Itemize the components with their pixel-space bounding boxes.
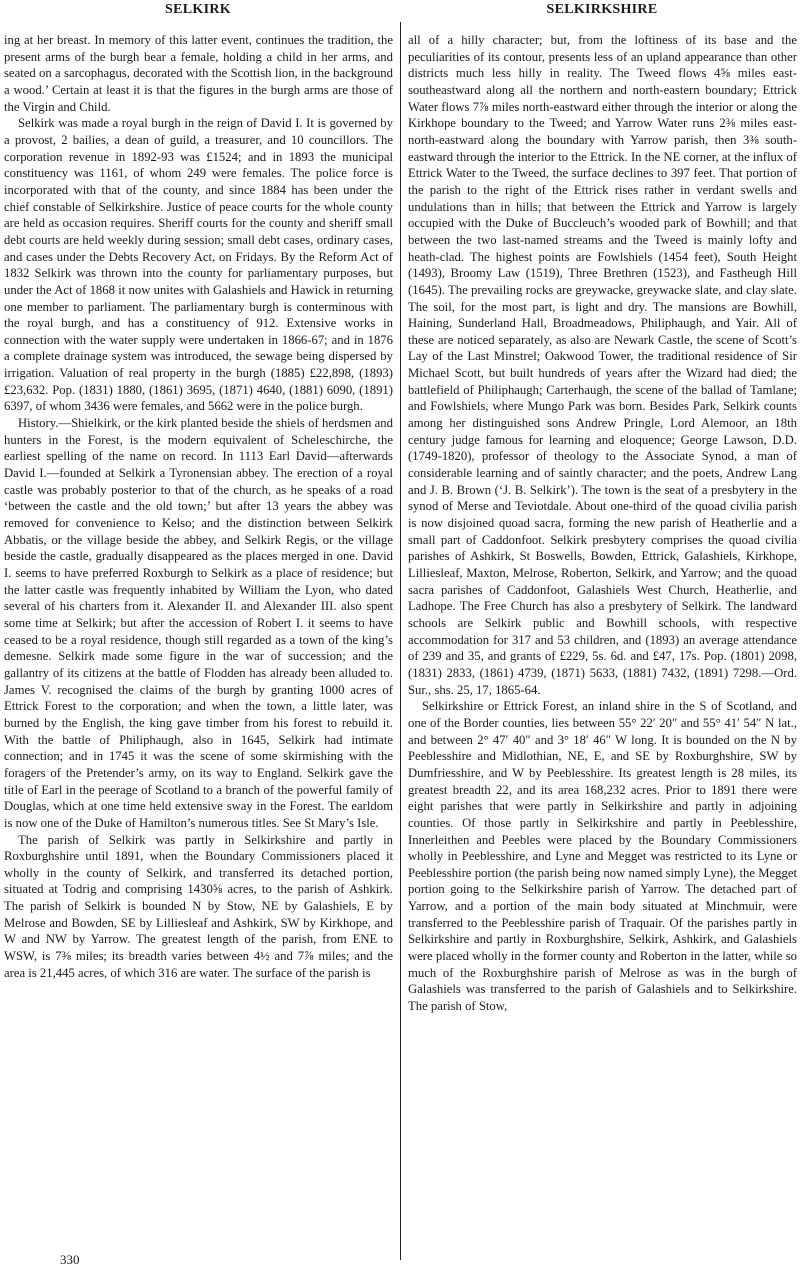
paragraph-parish-surface: all of a hilly character; but, from the loftiness of its base and the peculiarities of its contour, presents less of an upland appearance than other districts much less hilly in reality. The Tweed flows 4⅝ miles east-southeastward along all the northern and north-eastern boundary; Ettrick Water flows 7⅞ miles north-eastward either through the interior or along the Kirkhope boundary to the Tweed; and Yarrow Water runs 2⅜ miles east-north-eastward along the boundary with Yarrow parish, then 3⅜ south-eastward through the interior to the Ettrick. In the NE corner, at the influx of Ettrick Water to the Tweed, the surface declines to 397 feet. That portion of the parish to the right of the Ettrick rises rather in verdant swells and undulations than in hills; that between the Ettrick and Yarrow is largely occupied with the Duke of Buccleuch’s wooded park of Bowhill; and that between the two last-named streams and the Tweed is mainly lofty and heath-clad. The highest points are Fowlshiels (1454 feet), South Height (1493), Broomy Law (1519), Three Brethren (1523), and Fastheugh Hill (1645). The prevailing rocks are greywacke, greywacke slate, and clay slate. The soil, for the most part, is light and dry. The mansions are Bowhill, Haining, Sunderland Hall, Broadmeadows, Philiphaugh, and Yair. All of these are noticed separately, as also are Newark Castle, the scene of Scott’s Lay of the Last Minstrel; Oakwood Tower, the traditional residence of Sir Michael Scott, but built hundreds of years after the Wizard had died; the battlefield of Philiphaugh; Carterhaugh, the scene of the ballad of Tamlane; and Fowlshiels, where Mungo Park was born. Besides Park, Selkirk counts among her distinguished sons Andrew Pringle, Lord Alemoor, an 18th century judge famous for learning and eloquence; George Lawson, D.D. (1749-1820), professor of theology to the Associate Synod, a man of considerable learning and of saintly character; and the poets, Andrew Lang and J. B. Brown (‘J. B. Selkirk’). The town is the seat of a presbytery in the synod of Merse and Teviotdale. About one-third of the quoad civilia parish is now disjoined quoad sacra, forming the new parish of Heatherlie and a small part of Caddonfoot. Selkirk presbytery comprises the quoad civilia parishes of Ashkirk, St Boswells, Bowden, Ettrick, Galashiels, Kirkhope, Lilliesleaf, Maxton, Melrose, Roberton, Selkirk, and Yarrow; and the quoad sacra parishes of Caddonfoot, Galashiels West Church, Heatherlie, and Ladhope. The Free Church has also a presbytery of Selkirk. The landward schools are Selkirk public and Bowhill schools, with respective accommodation for 317 and 53 children, and (1893) an average attendance of 239 and 35, and grants of £229, 5s. 6d. and £47, 17s. Pop. (1801) 2098, (1831) 2833, (1861) 4739, (1871) 5633, (1881) 7432, (1891) 7298.—Ord. Sur., shs. 25, 17, 1865-64. xyxy=(408,33,797,697)
paragraph-arms-tradition: ing at her breast. In memory of this latter event, continues the tradition, the present arms of the burgh bear a female, holding a child in her arms, and seated on a sarcophagus, decorated with the Scottish lion, in the background a wood.’ Certain at least it is that the figures in the burgh arms are those of the Virgin and Child. xyxy=(4,33,393,114)
right-running-title: SELKIRKSHIRE xyxy=(546,2,658,17)
left-running-title: SELKIRK xyxy=(165,2,231,17)
paragraph-royal-burgh: Selkirk was made a royal burgh in the reign of David I. It is governed by a provost, 2 bailies, a dean of guild, a treasurer, and 10 councillors. The corporation revenue in 1892-93 was £1524; and in 1893 the municipal constituency was 1161, of whom 249 were females. The police force is incorporated with that of the county, and since 1884 has been under the chief constable of Selkirkshire. Justice of peace courts for the whole county are held as occasion requires. Sheriff courts for the county and sheriff small debt courts are held weekly during session; small debt cases, ordinary cases, and cases under the Debts Recovery Act, on Fridays. By the Reform Act of 1832 Selkirk was thrown into the county for parliamentary purposes, but under the Act of 1868 it now unites with Galashiels and Hawick in returning one member to parliament. The parliamentary burgh is conterminous with the royal burgh, and has a constituency of 912. Extensive works in connection with the water supply were undertaken in 1866-67; and in 1876 a complete drainage system was introduced, the sewage being dispersed by irrigation. Valuation of real property in the burgh (1885) £22,898, (1893) £23,632. Pop. (1831) 1880, (1861) 3695, (1871) 4640, (1881) 6090, (1891) 6397, of whom 3436 were females, and 5662 were in the police burgh. xyxy=(4,116,393,414)
paragraph-parish-of-selkirk: The parish of Selkirk was partly in Selkirkshire and partly in Roxburghshire until 1891, when the Boundary Commissioners placed it wholly in the county of Selkirk, and transferred its detached portion, situated at Todrig and comprising 1430⅝ acres, to the parish of Ashkirk. The parish of Selkirk is bounded N by Stow, NE by Galashiels, E by Melrose and Bowden, SE by Lilliesleaf and Ashkirk, SW by Kirkhope, and W and NW by Yarrow. The greatest length of the parish, from ENE to WSW, is 7⅜ miles; its breadth varies between 4½ and 7⅞ miles; and the area is 21,445 acres, of which 316 are water. The surface of the parish is xyxy=(4,832,393,980)
left-column xyxy=(4,32,393,1250)
right-column xyxy=(408,32,797,1250)
column-divider xyxy=(400,22,401,1260)
paragraph-selkirkshire-entry: Selkirkshire or Ettrick Forest, an inland shire in the S of Scotland, and one of the Border counties, lies between 55° 22′ 20″ and 55° 41′ 54″ N lat., and between 2° 47′ 40″ and 3° 18′ 46″ W long. It is bounded on the N by Peeblesshire and Midlothian, NE, E, and SE by Roxburghshire, SW by Dumfriesshire, and W by Peeblesshire. Its greatest length is 28 miles, its greatest breadth 22, and its area 168,232 acres. Prior to 1891 there were eight parishes that were partly in Selkirkshire and partly in adjoining counties. Of those partly in Selkirkshire and partly in Peeblesshire, Innerleithen and Peebles were placed by the Boundary Commissioners wholly in Peeblesshire, and Lyne and Megget was restricted to its Lyne or Peeblesshire portion (the parish being now named simply Lyne), the Megget portion going to the Selkirkshire parish of Yarrow. The detached part of Yarrow, and a portion of the main body situated at Minchmuir, were transferred to the Peeblesshire parish of Traquair. Of the parishes partly in Selkirkshire and partly in Roxburghshire, Selkirk, Ashkirk, and Galashiels were placed wholly in the former county and Roberton in the latter, while so much of the Roxburghshire parish of Melrose as was in the burgh of Galashiels was transferred to the parish of Galashiels and to Selkirkshire. The parish of Stow, xyxy=(408,699,797,1014)
running-header xyxy=(0,0,800,22)
page-number: 330 xyxy=(60,1252,80,1267)
paragraph-history: History.—Shielkirk, or the kirk planted beside the shiels of herdsmen and hunters in the Forest, is the modern equivalent of Scheleschirche, the earliest spelling of the name on record. In 1113 Earl David—afterwards David I.—founded at Selkirk a Tyronensian abbey. The erection of a royal castle was probably posterior to that of the church, as he speaks of a road ‘between the castle and the old town;’ but after 13 years the abbey was removed for convenience to Kelso; and the distinction between Selkirk Abbatis, or the village beside the abbey, and Selkirk Regis, or the village beside the castle, gradually disappeared as the places merged in one. David I. seems to have preferred Roxburgh to Selkirk as a place of residence; but the latter castle was frequently inhabited by William the Lyon, who dated several of his charters from it. Alexander II. and Alexander III. also spent some time at Selkirk; but after the accession of Robert I. it seems to have ceased to be a royal residence, though still regarded as a town of the king’s demesne. Selkirk made some figure in the war of succession; and the gallantry of its citizens at the battle of Flodden has already been alluded to. James V. recognised the claims of the burgh by granting 1000 acres of Ettrick Forest to the corporation; and when the town, a little later, was burned by the English, the king gave timber from his forest to rebuild it. With the battle of Philiphaugh, also in 1645, Selkirk had intimate connection; and in 1745 it was the scene of some skirmishing with the foragers of the Pretender’s army, on its way to England. Selkirk gave the title of Earl in the peerage of Scotland to a branch of the powerful family of Douglas, which at one time held extensive sway in the Forest. The earldom is now one of the Duke of Hamilton’s numerous titles. See St Mary’s Isle. xyxy=(4,416,393,830)
